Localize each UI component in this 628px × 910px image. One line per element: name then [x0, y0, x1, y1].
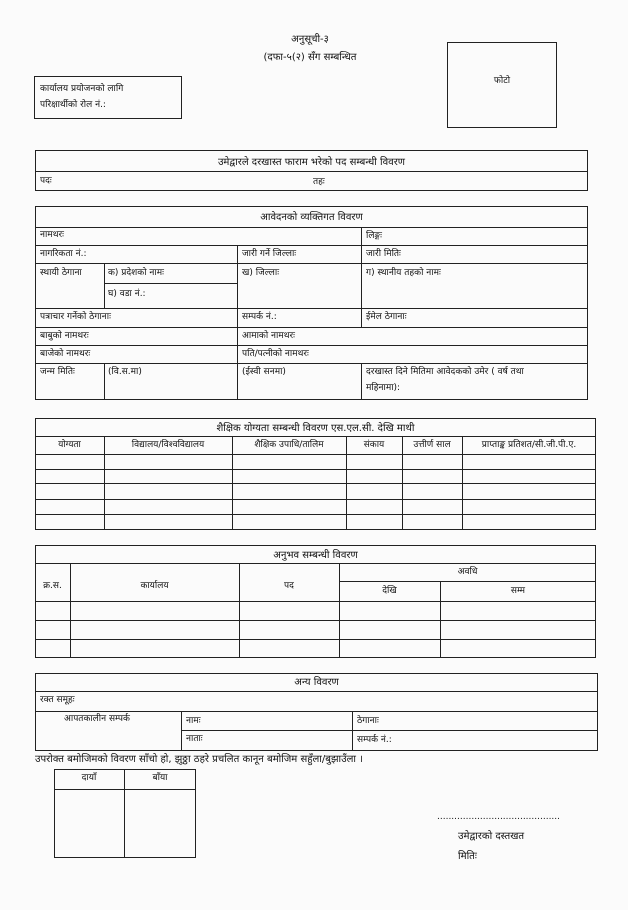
exp-col-to: सम्म — [510, 586, 526, 596]
form-subtitle: (दफा-५(२) सँग सम्बन्धित — [263, 52, 357, 63]
signature-line: ........................................... — [437, 812, 561, 822]
exp-col-post: पद — [284, 581, 294, 591]
blood-group-field: रक्त समूहः — [40, 695, 75, 705]
emergency-address-field: ठेगानाः — [357, 716, 379, 726]
mother-name-field: आमाको नामथरः — [242, 331, 295, 341]
edu-col-percentage: प्राप्ताङ्क प्रतिशत/सी.जी.पी.ए. — [481, 440, 577, 450]
age-label-line1: दरखास्त दिने मितिमा आवेदकको उमेर ( वर्ष तथा — [366, 367, 524, 377]
emergency-contact-label: आपतकालीन सम्पर्क — [64, 714, 130, 724]
exp-col-from: देखि — [382, 586, 397, 596]
edu-col-faculty: संकाय — [363, 440, 385, 450]
spouse-name-field: पति/पत्नीको नामथरः — [242, 349, 309, 359]
declaration-text: उपरोक्त बमोजिमको विवरण साँचो हो, झुठ्ठा ठहरे प्रचलित कानून बमोजिम सहुँला/बुझाउँला । — [35, 754, 363, 765]
contact-field: सम्पर्क नं.: — [242, 312, 277, 322]
dob-ad-field: (ईस्वी सनमा) — [242, 367, 286, 377]
dob-label: जन्म मितिः — [40, 367, 75, 377]
left-thumb-label: बाँया — [152, 773, 168, 783]
roll-number-label: परिक्षार्थीको रोल नं.: — [40, 100, 106, 110]
emergency-name-field: नामः — [186, 716, 201, 726]
edu-col-passed-year: उत्तीर्ण साल — [413, 440, 451, 450]
province-field: क) प्रदेशको नामः — [108, 268, 164, 278]
permanent-address-label: स्थायी ठेगाना — [40, 268, 82, 278]
ward-field: घ) वडा नं.: — [108, 289, 146, 299]
name-field: नामथरः — [40, 230, 64, 240]
age-label-line2: महिनामा): — [366, 383, 401, 393]
exp-col-sn: क्र.स. — [43, 581, 62, 591]
issued-date-field: जारी मितिः — [366, 249, 401, 259]
education-heading: शैक्षिक योग्यता सम्बन्धी विवरण एस.एल.सी. देखि माथी — [216, 423, 415, 434]
edu-col-degree: शैक्षिक उपाधि/तालिम — [254, 440, 324, 450]
father-name-field: बाबुको नामथरः — [40, 331, 89, 341]
emergency-contact-field: सम्पर्क नं.: — [357, 735, 392, 745]
personal-heading: आवेदनको व्यक्तिगत विवरण — [260, 212, 363, 223]
emergency-relation-field: नाताः — [186, 734, 203, 744]
signature-label: उमेद्वारको दस्तखत — [458, 831, 525, 842]
issued-district-field: जारी गर्ने जिल्लाः — [242, 249, 297, 259]
experience-heading: अनुभव सम्बन्धी विवरण — [273, 550, 358, 561]
email-field: ईमेल ठेगानाः — [366, 312, 407, 322]
citizenship-field: नागरिकता नं.: — [40, 249, 87, 259]
exp-col-period: अवधि — [457, 567, 478, 577]
form-title: अनुसूची-३ — [291, 34, 329, 45]
local-level-field: ग) स्थानीय तहको नामः — [366, 268, 441, 278]
district-field: ख) जिल्लाः — [242, 268, 280, 278]
exp-col-office: कार्यालय — [140, 581, 169, 591]
signature-date: मितिः — [458, 851, 477, 862]
post-field: पदः — [40, 176, 52, 186]
post-heading: उमेद्वारले दरखास्त फाराम भरेको पद सम्बन्धी विवरण — [217, 157, 406, 168]
grandfather-name-field: बाजेको नामथरः — [40, 349, 91, 359]
gender-field: लिङ्गः — [366, 231, 382, 241]
office-use-label: कार्यालय प्रयोजनको लागि — [40, 84, 124, 94]
level-field: तहः — [313, 177, 325, 187]
other-heading: अन्य विवरण — [294, 677, 339, 688]
dob-bs-field: (वि.स.मा) — [108, 367, 142, 377]
mailing-address-field: पत्राचार गर्नेको ठेगानाः — [40, 312, 111, 322]
edu-col-institution: विद्यालय/विश्वविद्यालय — [131, 440, 205, 450]
photo-label: फोटो — [493, 76, 511, 86]
office-use-box — [34, 76, 182, 119]
edu-col-qualification: योग्यता — [58, 440, 81, 450]
right-thumb-label: दायाँ — [81, 773, 97, 783]
